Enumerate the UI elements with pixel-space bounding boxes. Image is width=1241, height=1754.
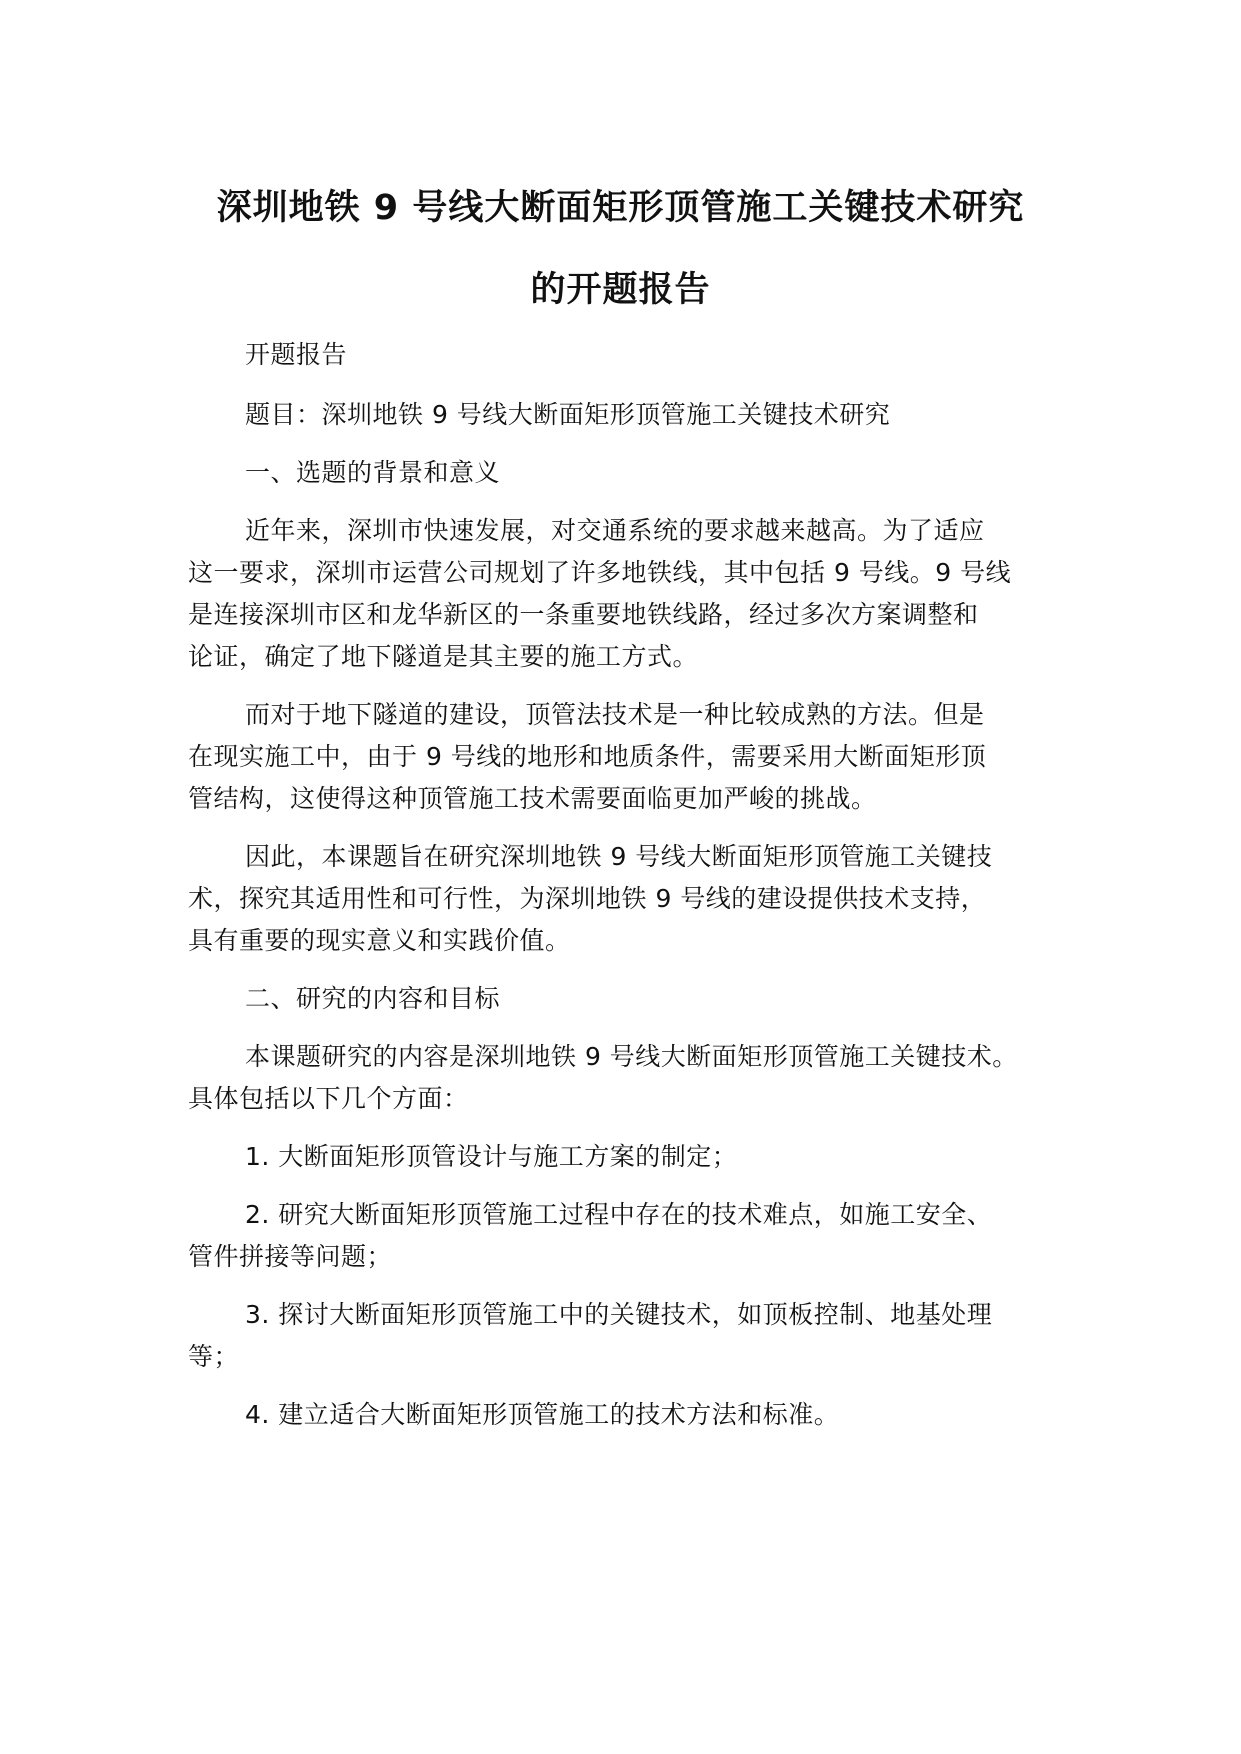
paragraph-line: 论证，确定了地下隧道是其主要的施工方式。 (188, 642, 699, 671)
section-1-heading: 一、选题的背景和意义 (245, 458, 501, 487)
paragraph-line: 在现实施工中，由于 9 号线的地形和地质条件，需要采用大断面矩形顶 (188, 742, 987, 771)
paragraph-line: 是连接深圳市区和龙华新区的一条重要地铁线路，经过多次方案调整和 (188, 600, 979, 629)
paragraph-line: 而对于地下隧道的建设，顶管法技术是一种比较成熟的方法。但是 (245, 700, 985, 729)
list-item-line: 等； (188, 1342, 240, 1371)
paragraph-line: 近年来，深圳市快速发展，对交通系统的要求越来越高。为了适应 (245, 516, 985, 545)
paragraph-line: 术，探究其适用性和可行性，为深圳地铁 9 号线的建设提供技术支持， (188, 884, 987, 913)
title-line-2: 的开题报告 (530, 270, 711, 310)
list-item-line: 管件拼接等问题； (188, 1242, 393, 1271)
report-heading: 开题报告 (245, 340, 348, 369)
paragraph-line: 具有重要的现实意义和实践价值。 (188, 926, 571, 955)
paragraph-line: 因此，本课题旨在研究深圳地铁 9 号线大断面矩形顶管施工关键技 (245, 842, 993, 871)
section-2-heading: 二、研究的内容和目标 (245, 984, 501, 1013)
paragraph-line: 具体包括以下几个方面： (188, 1084, 469, 1113)
paragraph-line: 这一要求，深圳市运营公司规划了许多地铁线，其中包括 9 号线。9 号线 (188, 558, 1012, 587)
paragraph-line: 本课题研究的内容是深圳地铁 9 号线大断面矩形顶管施工关键技术。 (245, 1042, 1018, 1071)
title-line-1: 深圳地铁 9 号线大断面矩形顶管施工关键技术研究 (216, 188, 1025, 228)
list-item-line: 3. 探讨大断面矩形顶管施工中的关键技术，如顶板控制、地基处理 (245, 1300, 993, 1329)
list-item-line: 1. 大断面矩形顶管设计与施工方案的制定； (245, 1142, 738, 1171)
paragraph-line: 管结构，这使得这种顶管施工技术需要面临更加严峻的挑战。 (188, 784, 877, 813)
list-item-line: 4. 建立适合大断面矩形顶管施工的技术方法和标准。 (245, 1400, 840, 1429)
topic-line: 题目：深圳地铁 9 号线大断面矩形顶管施工关键技术研究 (245, 400, 891, 429)
list-item-line: 2. 研究大断面矩形顶管施工过程中存在的技术难点，如施工安全、 (245, 1200, 993, 1229)
